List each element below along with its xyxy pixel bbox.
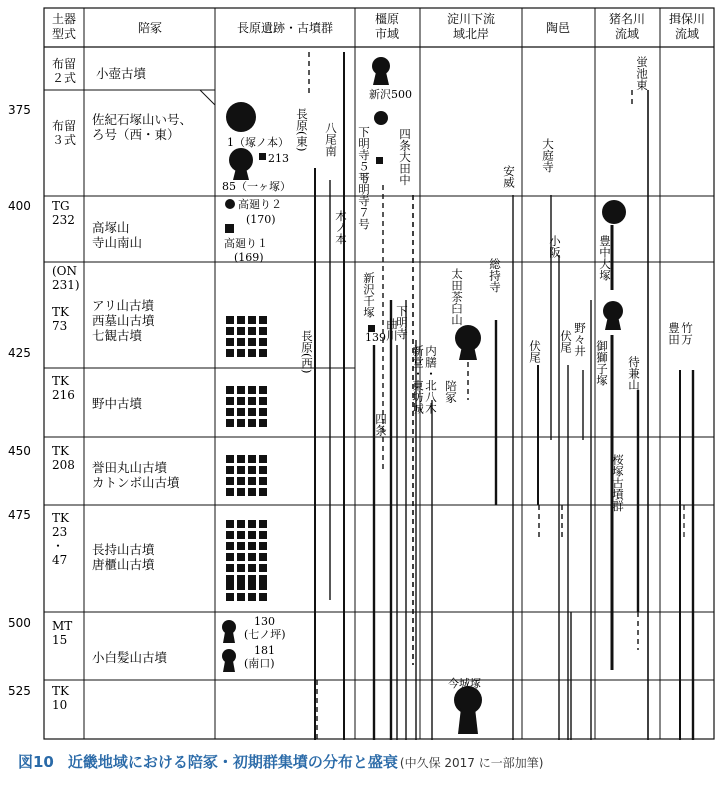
baicho-label: 唐櫃山古墳 [92, 557, 155, 572]
square-mound-icon [259, 153, 266, 160]
keyhole-mound-tail-icon [223, 661, 235, 672]
square-mound-icon [248, 520, 256, 528]
round-mound-icon [374, 111, 388, 125]
site-label: 太田茶臼山 [450, 268, 464, 326]
header-type-line2: 型式 [51, 27, 77, 41]
label: (169) [234, 251, 264, 264]
square-mound-icon [237, 542, 245, 550]
period-label: ・ [52, 539, 65, 553]
label: (七ノ坪) [244, 628, 286, 641]
square-mound-icon [237, 327, 245, 335]
square-mound-icon [226, 582, 234, 590]
baicho-label: カトンボ山古墳 [92, 475, 180, 490]
label: 213 [268, 152, 289, 165]
square-mound-icon [226, 349, 234, 357]
label: 今城塚 [448, 677, 481, 690]
square-mound-icon [248, 338, 256, 346]
figure-note: (中久保 2017 に一部加筆) [399, 756, 544, 770]
header-settsu-2: 流域 [674, 27, 700, 41]
site-label: 竹万 [680, 322, 694, 345]
period-label: ２式 [52, 71, 77, 85]
square-mound-icon [226, 386, 234, 394]
square-mound-icon [226, 593, 234, 601]
square-mound-icon [259, 531, 267, 539]
label: (170) [246, 213, 276, 226]
site-label: 野々井 [573, 322, 587, 357]
figure-title: 近畿地域における陪冢・初期群集墳の分布と盛衰 [67, 753, 398, 771]
period-label: 10 [52, 698, 68, 712]
label: 139 [365, 331, 386, 344]
header-settsu-1: 揖保川 [668, 12, 706, 26]
site-label: 陪冢 [444, 380, 458, 403]
square-mound-icon [259, 564, 267, 572]
yodo-labels [448, 676, 481, 690]
period-label: 布留 [52, 57, 77, 71]
square-mound-icon [259, 582, 267, 590]
period-label: TK [52, 305, 69, 319]
period-label: TG [52, 199, 70, 213]
square-mound-icon [248, 466, 256, 474]
site-label: 八尾南 [324, 122, 338, 157]
square-mound-icon [248, 593, 256, 601]
square-mound-icon [248, 488, 256, 496]
square-mound-icon [259, 327, 267, 335]
square-mound-icon [248, 327, 256, 335]
site-label: 総持寺 [488, 258, 502, 293]
square-mound-icon [237, 575, 245, 583]
period-label: 布留 [52, 119, 77, 133]
header-kashihara-2: 市域 [374, 27, 400, 41]
square-mound-icon [237, 488, 245, 496]
square-mound-icon [259, 477, 267, 485]
square-mound-icon [226, 327, 234, 335]
site-label: 内膳・北八木 [424, 345, 438, 414]
site-label: 小阪 [548, 235, 562, 258]
figure-caption [18, 751, 708, 781]
square-mound-icon [259, 349, 267, 357]
square-mound-icon [248, 564, 256, 572]
square-mound-icon [237, 553, 245, 561]
site-label: 桜塚古墳群 [611, 454, 625, 512]
keyhole-mound-tail-icon [373, 72, 389, 85]
baicho-label: 小壺古墳 [96, 66, 147, 81]
period-labels [52, 56, 80, 712]
site-label: 伏尾 [528, 340, 542, 363]
site-label: 下明寺５号 [357, 126, 371, 184]
header-baicho: 陪冢 [137, 21, 163, 35]
baicho-label: 西墓山古墳 [92, 313, 155, 328]
square-mound-icon [259, 397, 267, 405]
square-mound-icon [237, 582, 245, 590]
square-mound-icon [259, 542, 267, 550]
site-label: 四条 [374, 413, 388, 436]
period-label: 208 [52, 458, 75, 472]
period-label: TK [52, 374, 69, 388]
year-label: 400 [8, 199, 31, 213]
square-mound-icon [237, 338, 245, 346]
period-label: 231) [52, 278, 80, 292]
square-mound-icon [237, 455, 245, 463]
baicho-label: 小白髪山古墳 [92, 650, 168, 665]
square-mound-icon [259, 386, 267, 394]
square-mound-icon [248, 455, 256, 463]
row-connector [200, 90, 215, 105]
square-mound-icon [226, 564, 234, 572]
year-label: 475 [8, 508, 31, 522]
year-label: 525 [8, 684, 31, 698]
square-mound-icon [259, 408, 267, 416]
site-label: 蛍池東 [635, 56, 649, 91]
site-label: 木ノ本 [334, 210, 348, 245]
label: 181 [254, 644, 275, 657]
round-mound-icon [225, 199, 235, 209]
square-mound-icon [226, 488, 234, 496]
header-yodo-2: 域北岸 [452, 27, 490, 41]
square-mound-icon [248, 397, 256, 405]
year-label: 500 [8, 616, 31, 630]
label: (南口) [244, 657, 275, 670]
year-label: 375 [8, 103, 31, 117]
square-mound-icon [259, 575, 267, 583]
header-kashihara-1: 橿原 [374, 12, 400, 26]
square-mound-icon [259, 419, 267, 427]
site-label: 伏尾 [559, 330, 573, 353]
square-mound-icon [237, 386, 245, 394]
square-mound-icon [237, 397, 245, 405]
site-label: 待兼山 [627, 356, 641, 391]
square-mound-icon [237, 477, 245, 485]
square-mound-icon [259, 455, 267, 463]
square-mound-icon [226, 553, 234, 561]
site-label: 新堂・東坊城 [411, 345, 425, 414]
period-label: (ON [52, 264, 78, 278]
square-mound-icon [226, 575, 234, 583]
keyhole-mound-tail-icon [458, 708, 478, 734]
square-mound-icon [237, 316, 245, 324]
square-mound-icon [248, 575, 256, 583]
square-mound-icon [248, 542, 256, 550]
year-axis [8, 103, 31, 698]
baicho-label: 寺山南山 [92, 235, 143, 250]
period-label: 15 [52, 633, 68, 647]
square-mound-icon [259, 338, 267, 346]
site-label: 新沢千塚 [362, 272, 376, 318]
baicho-label: 野中古墳 [92, 396, 143, 411]
square-mound-icon [237, 520, 245, 528]
label: 新沢500 [369, 88, 412, 101]
baicho-label: アリ山古墳 [92, 298, 155, 313]
square-mound-icon [237, 593, 245, 601]
site-label: 豊中大塚 [598, 235, 612, 281]
square-mound-icon [259, 316, 267, 324]
square-mound-icon [226, 338, 234, 346]
square-mound-grids [226, 316, 267, 601]
label: 高廻り１ [224, 237, 268, 250]
square-mound-icon [248, 477, 256, 485]
square-mound-icon [248, 408, 256, 416]
site-label: 下明寺 [395, 305, 409, 340]
site-label: 長原(西) [300, 330, 314, 374]
square-mound-icon [237, 466, 245, 474]
header-sueyu: 陶邑 [545, 21, 571, 35]
site-label: 御獅子塚 [595, 340, 609, 386]
site-label: 四条大田中 [398, 128, 412, 186]
square-mound-icon [259, 520, 267, 528]
period-label: MT [52, 619, 73, 633]
square-mound-icon [226, 477, 234, 485]
keyhole-mound-icon [222, 620, 236, 634]
header-type-line1: 土器 [51, 12, 77, 26]
square-mound-icon [226, 455, 234, 463]
period-label: 73 [52, 319, 68, 333]
keyhole-mound-icon [222, 649, 236, 663]
site-label: 曲川 [385, 318, 399, 341]
header-group [52, 11, 705, 41]
site-label: 安威 [502, 165, 516, 188]
square-mound-icon [248, 531, 256, 539]
square-mound-icon [259, 553, 267, 561]
baicho-label: 七観古墳 [92, 328, 143, 343]
square-mound-icon [237, 419, 245, 427]
large-round-mound-icon [226, 102, 256, 132]
square-mound-icon [259, 488, 267, 496]
period-label: TK [52, 511, 69, 525]
label: 85（一ヶ塚） [222, 180, 291, 193]
site-label: 長原(東) [295, 108, 309, 152]
square-mound-icon [248, 582, 256, 590]
square-mound-icon [237, 564, 245, 572]
period-label: ３式 [52, 133, 77, 147]
site-label: 下明寺７号 [357, 172, 371, 230]
baicho-label: 高塚山 [92, 220, 130, 235]
year-label: 450 [8, 444, 31, 458]
square-mound-icon [248, 386, 256, 394]
label: 1（塚ノ本） [227, 136, 289, 149]
square-mound-icon [226, 520, 234, 528]
site-label: 豊田 [667, 322, 681, 345]
label: 高廻り２ [238, 198, 282, 211]
square-mound-icon [248, 553, 256, 561]
square-mound-icon [259, 593, 267, 601]
square-mound-icon [237, 349, 245, 357]
header-inagawa-1: 猪名川 [608, 12, 646, 26]
baicho-label: 誉田丸山古墳 [92, 460, 168, 475]
square-mound-icon [259, 466, 267, 474]
baicho-label: 長持山古墳 [92, 542, 155, 557]
square-mound-icon [237, 408, 245, 416]
square-mound-icon [226, 408, 234, 416]
header-nagahara: 長原遺跡・古墳群 [236, 21, 334, 35]
square-mound-icon [376, 157, 383, 164]
site-label: 大庭寺 [541, 138, 555, 173]
period-label: 23 [52, 525, 68, 539]
figure-number: 図10 [18, 753, 54, 771]
period-label: 47 [52, 553, 68, 567]
keyhole-mound-tail-icon [223, 632, 235, 643]
square-mound-icon [225, 224, 234, 233]
square-mound-icon [248, 316, 256, 324]
square-mound-icon [248, 419, 256, 427]
keyhole-mound-tail-icon [459, 346, 477, 360]
round-mound-icon [602, 200, 626, 224]
square-mound-icon [226, 466, 234, 474]
square-mound-icon [248, 349, 256, 357]
square-mound-icon [237, 531, 245, 539]
header-inagawa-2: 流域 [614, 27, 640, 41]
period-label: 232 [52, 213, 75, 227]
period-label: TK [52, 684, 69, 698]
period-label: TK [52, 444, 69, 458]
year-label: 425 [8, 346, 31, 360]
baicho-labels [92, 66, 192, 665]
square-mound-icon [226, 531, 234, 539]
square-mound-icon [226, 542, 234, 550]
header-yodo-1: 淀川下流 [446, 12, 496, 26]
baicho-label: ろ号（西・東） [92, 127, 180, 142]
square-mound-icon [226, 397, 234, 405]
label: 130 [254, 615, 275, 628]
period-label: 216 [52, 388, 75, 402]
square-mound-icon [226, 419, 234, 427]
baicho-label: 佐紀石塚山い号、 [92, 112, 193, 127]
square-mound-icon [226, 316, 234, 324]
